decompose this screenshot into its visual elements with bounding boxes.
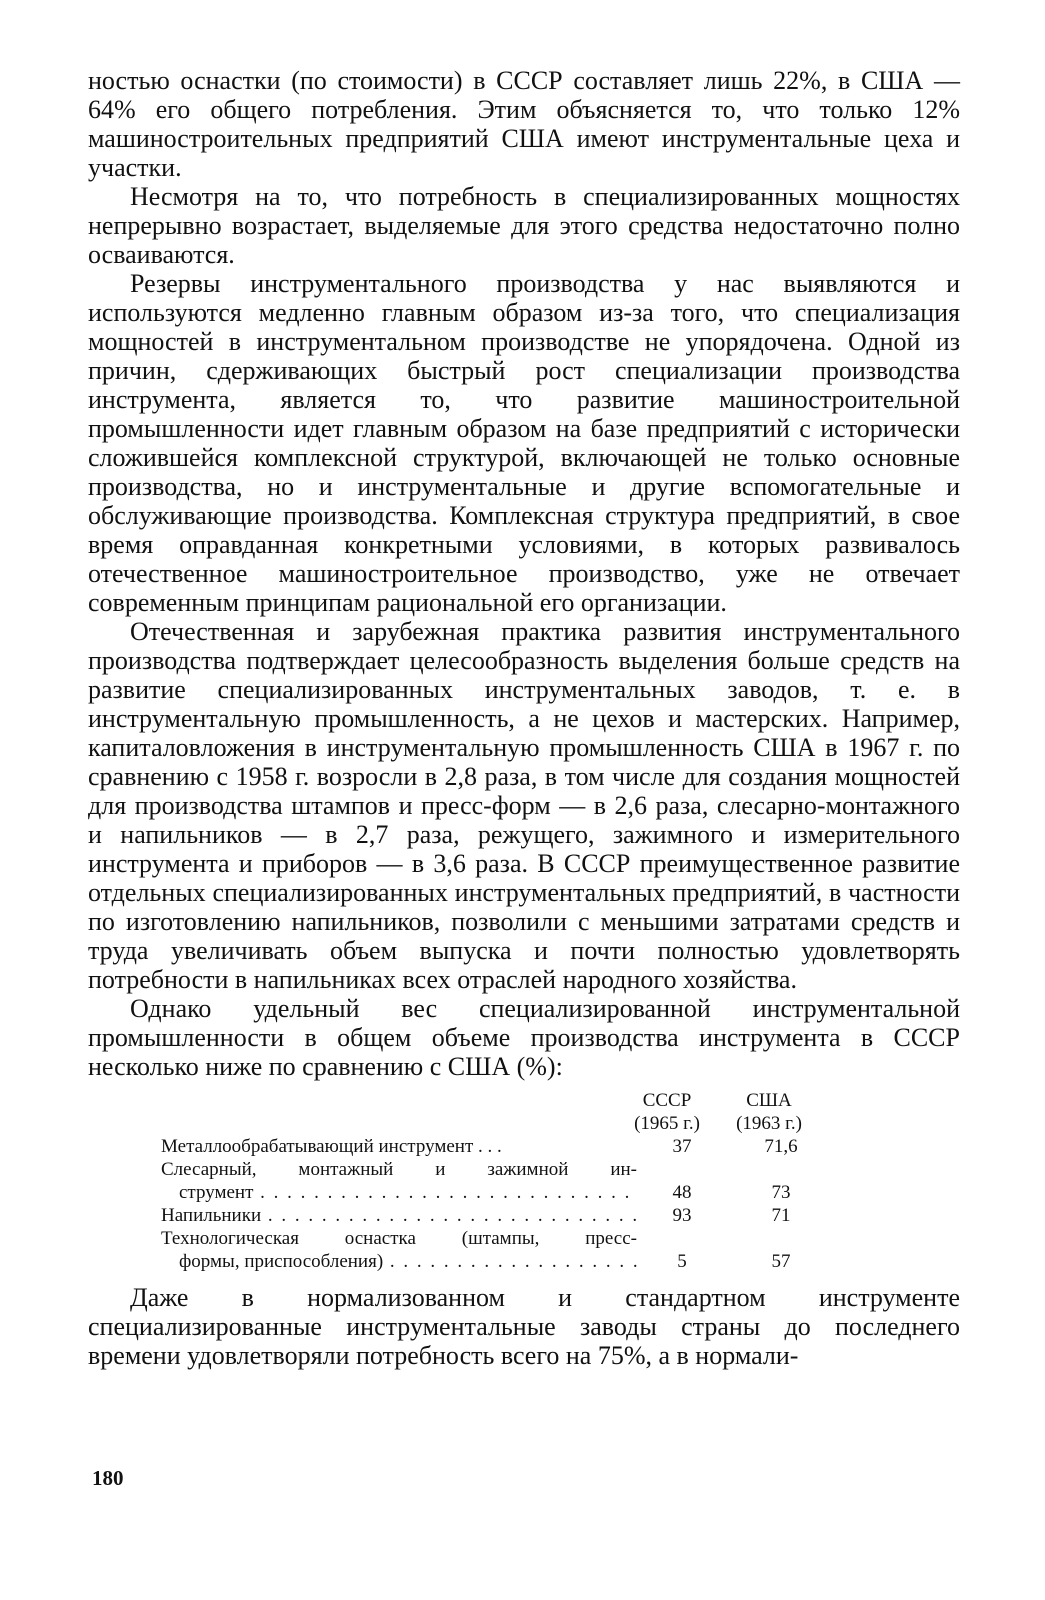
value-usa: 71,6 [764,1136,798,1157]
paragraph-2: Несмотря на то, что потребность в специализированных мощностях непрерывно возрастает, выделяемые для этого средства недостаточно полно осваиваются. [88,182,960,269]
paragraph-1: ностью оснастки (по стоимости) в СССР составляет лишь 22%, в США — 64% его общего потребления. Этим объясняется то, что только 12% машиностроительных предприятий США имеют инструментальные цеха и участки. [88,66,960,182]
value-ussr: 5 [677,1251,687,1272]
value-ussr: 48 [672,1182,692,1203]
row-label [161,1135,637,1158]
paragraph-4: Отечественная и зарубежная практика развития инструментального производства подтверждает целесообразность выделения больше средств на развитие специализированных инструментальных заводов, т. е. в инструментальную промышленность, а не цехов и мастерских. Например, капиталовложения в инструментальную промышленность США в 1967 г. по сравнению с 1958 г. возросли в 2,8 раза, в том числе для создания мощностей для производства штампов и пресс-форм — в 2,6 раза, слесарно-монтажного и напильников — в 2,7 раза, режущего, зажимного и измерительного инструмента и приборов — в 3,6 раза. В СССР преимущественное развитие отдельных специализированных инструментальных предприятий, в частности по изготовлению напильников, позволили с меньшими затратами средств и труда увеличивать объем выпуска и почти полностью удовлетворять потребности в напильниках всех отраслей народного хозяйства. [88,617,960,994]
column-ussr-year: (1965 г.) [634,1113,700,1134]
page-body [88,66,960,1370]
paragraph-5: Однако удельный вес специализированной инструментальной промышленности в общем объеме производства инструмента в СССР несколько ниже по сравнению с США (%): [88,994,960,1081]
paragraph-6: Даже в нормализованном и стандартном инструменте специализированные инструментальные заводы страны до последнего времени удовлетворяли потребность всего на 75%, а в нормали- [88,1283,960,1370]
column-ussr-title: СССР [642,1090,692,1111]
column-usa [718,1089,820,1135]
value-ussr: 37 [672,1136,692,1157]
table-row [161,1158,960,1204]
value-usa: 57 [771,1251,791,1272]
row-label-text: Технологическая оснастка (штампы, пресс- [161,1228,637,1249]
value-usa: 73 [771,1182,791,1203]
table-row [161,1227,960,1273]
table-row [161,1204,960,1227]
row-label-text: Металлообрабатывающий инструмент . . . [161,1136,502,1157]
row-label-continuation: струмент . . . [161,1181,637,1204]
column-ussr [616,1089,718,1135]
page-number: 180 [92,1466,124,1490]
value-usa: 71 [771,1205,791,1226]
table-row [161,1135,960,1158]
row-label [161,1158,637,1204]
column-usa-title: США [746,1090,792,1111]
row-label-continuation: формы, приспособления) . . . [161,1250,637,1273]
row-label-text: Напильники [161,1205,262,1226]
row-label [161,1204,637,1227]
paragraph-3: Резервы инструментального производства у нас выявляются и используются медленно главным образом из-за того, что специализация мощностей в инструментальном производстве не упорядочена. Одной из причин, сдерживающих быстрый рост специализации производства инструмента, является то, что развитие машиностроительной промышленности идет главным образом на базе предприятий с исторически сложившейся комплексной структурой, включающей не только основные производства, но и инструментальные и другие вспомогательные и обслуживающие производства. Комплексная структура предприятий, в свое время оправданная конкретными условиями, в которых развивалось отечественное машиностроительное производство, уже не отвечает современным принципам рациональной его организации. [88,269,960,617]
comparison-table [88,1089,960,1273]
value-ussr: 93 [672,1205,692,1226]
column-usa-year: (1963 г.) [736,1113,802,1134]
row-label [161,1227,637,1273]
row-label-text: Слесарный, монтажный и зажимной ин- [161,1159,637,1180]
table-header [616,1089,960,1135]
